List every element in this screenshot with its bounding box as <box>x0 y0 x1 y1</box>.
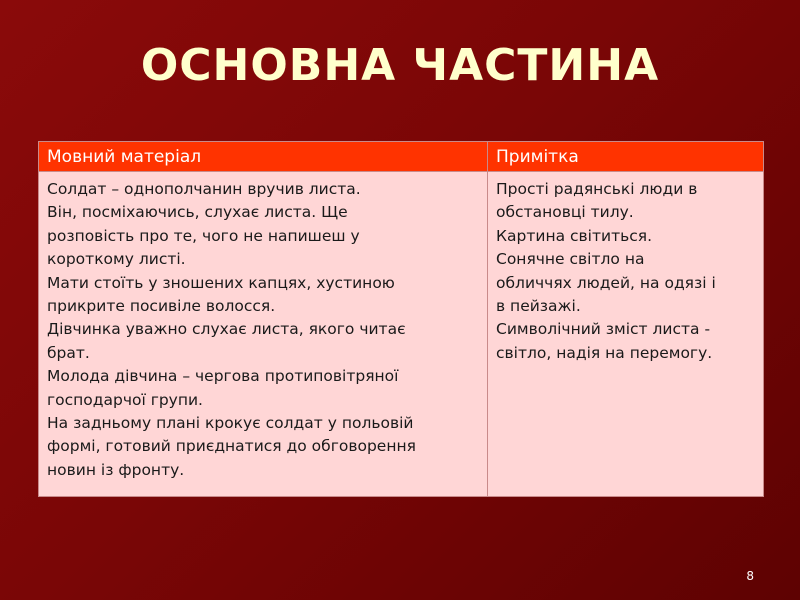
content-table <box>38 141 764 497</box>
text-line: Молода дівчина – чергова протиповітряної <box>47 367 399 386</box>
text-line: обличчях людей, на одязі і <box>496 273 716 292</box>
text-line: прикрите посивіле волосся. <box>47 297 276 316</box>
text-line: Мати стоїть у зношених капцях, хустиною <box>47 273 395 292</box>
text-line: в пейзажі. <box>496 297 581 316</box>
column-header-note: Примітка <box>488 142 763 172</box>
page-number: 8 <box>746 569 754 583</box>
text-line: Картина світиться. <box>496 226 653 245</box>
slide-title: ОСНОВНА ЧАСТИНА <box>140 40 660 91</box>
table-row <box>39 172 763 496</box>
text-line: Сонячне світло на <box>496 250 645 269</box>
text-line: Він, посміхаючись, слухає листа. Ще <box>47 203 348 222</box>
text-line: господарчої групи. <box>47 390 203 409</box>
cell-note <box>488 172 763 496</box>
text-line: формі, готовий приєднатися до обговорення <box>47 437 416 456</box>
table-header-row <box>39 142 763 172</box>
text-line: новин із фронту. <box>47 460 185 479</box>
text-line: На задньому плані крокує солдат у польовій <box>47 414 414 433</box>
text-line: розповість про те, чого не напишеш у <box>47 226 360 245</box>
text-line: брат. <box>47 343 90 362</box>
column-header-language-material: Мовний матеріал <box>39 142 488 172</box>
cell-language-material <box>39 172 488 496</box>
text-line: світло, надія на перемогу. <box>496 343 713 362</box>
text-line: Солдат – однополчанин вручив листа. <box>47 180 361 198</box>
text-line: Прості радянські люди в <box>496 180 698 198</box>
text-line: короткому листі. <box>47 250 186 269</box>
text-line: Дівчинка уважно слухає листа, якого читає <box>47 320 406 339</box>
text-line: Символічний зміст листа - <box>496 320 711 339</box>
text-line: обстановці тилу. <box>496 203 634 222</box>
